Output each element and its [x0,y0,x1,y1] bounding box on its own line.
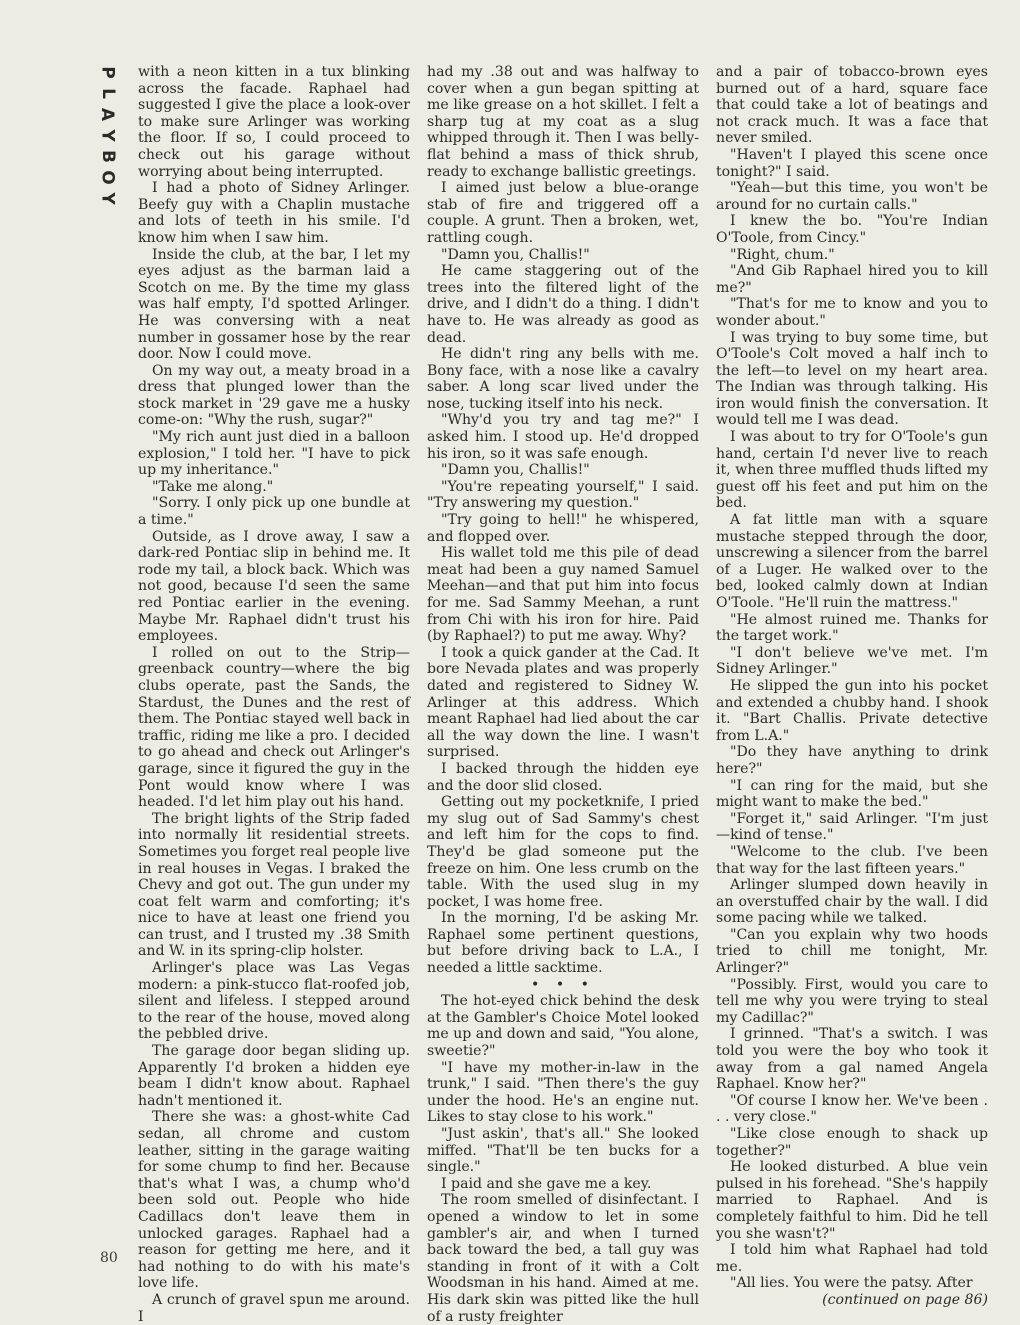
paragraph: The garage door began sliding up. Apparently I'd broken a hidden eye beam I didn't know about. Raphael hadn't mentioned it. [138,1043,410,1109]
paragraph: "Like close enough to shack up together?" [716,1126,988,1159]
masthead-letter: A [97,107,118,122]
paragraph: Getting out my pocketknife, I pried my slug out of Sad Sammy's chest and left him for the cops to find. They'd be glad someone put the freeze on him. One less crumb on the table. With the used slug in my pocket, I was home free. [427,794,699,910]
paragraph: The hot-eyed chick behind the desk at the Gambler's Choice Motel looked me up and down and said, "You alone, sweetie?" [427,993,699,1060]
paragraph: "Take me along." [152,478,274,495]
paragraph: I took a quick gander at the Cad. It bore Nevada plates and was properly dated and registered to Sidney W. Arlinger at this address. Which meant Raphael had lied about the car all the way down the line. I wasn't surprised. [427,644,699,761]
paragraph: "I have my mother-in-law in the trunk," I said. "Then there's the guy under the hood. He's an engine nut. Likes to stay close to his work." [427,1059,699,1126]
paragraph: On my way out, a meaty broad in a dress that plunged lower than the stock market in '29 gave me a husky come-on: "Why the rush, sugar?" [138,362,410,429]
paragraph: "Right, chum." [730,246,835,263]
masthead-letter: L [97,88,118,99]
magazine-page [30,0,1020,1325]
continued-note: (continued on page 86) [822,1291,988,1308]
paragraph: His wallet told me this pile of dead meat had been a guy named Samuel Meehan—and that put him into focus for me. Sad Sammy Meehan, a runt from Chi with his iron for hire. Paid (by Raphael?) to put me away. Why? [427,545,699,645]
vertical-masthead [90,62,124,209]
paragraph: I had a photo of Sidney Arlinger. Beefy guy with a Chaplin mustache and lots of teeth in his smile. I'd know him when I saw him. [138,180,410,246]
paragraph: I paid and she gave me a key. [441,1175,652,1192]
masthead-letter: P [97,66,118,79]
paragraph: "Damn you, Challis!" [441,246,590,263]
masthead-letter: Y [97,192,118,205]
paragraph: "I don't believe we've met. I'm Sidney Arlinger." [716,644,988,678]
paragraph: "All lies. You were the patsy. After [730,1275,973,1292]
paragraph: "Sorry. I only pick up one bundle at a time." [138,495,410,529]
paragraph: "He almost ruined me. Thanks for the target work." [716,611,988,645]
paragraph: "Forget it," said Arlinger. "I'm just—kind of tense." [716,810,988,844]
paragraph: He didn't ring any bells with me. Bony face, with a nose like a cavalry saber. A long scar lived under the nose, tucking itself into his neck. [427,346,699,412]
paragraph: I grinned. "That's a switch. I was told you were the boy who took it away from a gal named Angela Raphael. Know her?" [716,1026,988,1093]
paragraph: "Haven't I played this scene once tonight?" I said. [716,146,988,180]
paragraph: I knew the bo. "You're Indian O'Toole, from Cincy." [716,213,988,246]
paragraph: There she was: a ghost-white Cad sedan, all chrome and custom leather, sitting in the garage waiting for some chump to find her. Because that's what I was, a chump who'd been sold out. People who hide Cadillacs don't leave them in unlocked garages. Raphael had a reason for getting me here, and it had nothing to do with his mate's love life. [138,1109,410,1292]
paragraph: "Try going to hell!" he whispered, and flopped over. [427,512,699,545]
paragraph: "Just askin', that's all." She looked miffed. "That'll be ten bucks for a single." [427,1126,699,1176]
paragraph: "Why'd you try and tag me?" I asked him. I stood up. He'd dropped his iron, so it was safe enough. [427,412,699,462]
masthead-letter: O [97,170,118,185]
paragraph: He looked disturbed. A blue vein pulsed in his forehead. "She's happily married to Raphael. And is completely faithful to him. Did he tell you she wasn't?" [716,1159,988,1242]
paragraph: "That's for me to know and you to wonder about." [716,296,988,329]
paragraph: "My rich aunt just died in a balloon explosion," I told her. "I have to pick up my inheritance." [138,429,410,479]
paragraph: In the morning, I'd be asking Mr. Raphael some pertinent questions, but before driving back to L.A., I needed a little sacktime. [427,910,699,977]
paragraph: I was trying to buy some time, but O'Toole's Colt moved a half inch to the left—to level on my heart area. The Indian was through talking. His iron would finish the conversation. It would tell me I was dead. [716,329,988,429]
text-column-1 [138,64,410,1325]
page-number: 80 [100,1250,118,1266]
text-column-3 [716,64,988,1309]
paragraph: Inside the club, at the bar, I let my eyes adjust as the barman laid a Scotch on me. By the time my glass was half empty, I'd spotted Arlinger. He was conversing with a neat number in gossamer hose by the rear door. Now I could move. [138,246,410,363]
masthead-letter: Y [97,129,118,142]
paragraph: A crunch of gravel spun me around. I [138,1291,410,1325]
paragraph: "You're repeating yourself," I said. "Try answering my question." [427,478,699,512]
paragraph: Outside, as I drove away, I saw a dark-red Pontiac slip in behind me. It rode my tail, a block back. Which was not good, because I'd seen the same red Pontiac earlier in the evening. Maybe Mr. Raphael didn't trust his employees. [138,528,410,645]
section-break: • • • [531,976,595,993]
paragraph: "And Gib Raphael hired you to kill me?" [716,263,988,296]
paragraph: "Can you explain why two hoods tried to chill me tonight, Mr. Arlinger?" [716,926,988,977]
paragraph: "Possibly. First, would you care to tell me why you were trying to steal my Cadillac?" [716,976,988,1026]
paragraph: The bright lights of the Strip faded into normally lit residential streets. Sometimes you forget real people live in real houses in Vegas. I braked the Chevy and got out. The gun under my coat felt warm and comforting; it's nice to have at least one friend you can trust, and I trusted my .38 Smith and W. in its spring-clip holster. [138,810,410,960]
paragraph: "Welcome to the club. I've been that way for the last fifteen years." [716,843,988,877]
paragraph: Arlinger slumped down heavily in an overstuffed chair by the wall. I did some pacing while we talked. [716,877,988,927]
paragraph: He slipped the gun into his pocket and extended a chubby hand. I shook it. "Bart Challis. Private detective from L.A." [716,677,988,744]
paragraph: I rolled on out to the Strip—greenback country—where the big clubs operate, past the Sands, the Stardust, the Dunes and the rest of them. The Pontiac stayed well back in traffic, riding me like a pro. I decided to go ahead and check out Arlinger's garage, since it figured the guy in the Pont would know where I was headed. I'd let him play out his hand. [138,644,410,811]
paragraph: with a neon kitten in a tux blinking across the facade. Raphael had suggested I give the place a look-over to make sure Arlinger was working the floor. If so, I could proceed to check out his garage without worrying about being interrupted. [138,64,410,180]
paragraph: Arlinger's place was Las Vegas modern: a pink-stucco flat-roofed job, silent and lifeless. I stepped around to the rear of the house, moved along the pebbled drive. [138,960,410,1043]
paragraph: "Damn you, Challis!" [441,462,590,479]
paragraph: "Do they have anything to drink here?" [716,744,988,777]
text-column-2 [427,64,699,1325]
paragraph: "Of course I know her. We've been . . . very close." [716,1092,988,1126]
paragraph: had my .38 out and was halfway to cover when a gun began spitting at me like grease on a hot skillet. I felt a sharp tug at my coat as a slug whipped through it. Then I was belly-flat behind a mass of thick shrub, ready to exchange ballistic greetings. [427,64,699,180]
paragraph: The room smelled of disinfectant. I opened a window to let in some gambler's air, and when I turned back toward the bed, a tall guy was standing in front of it with a Colt Woodsman in his hand. Aimed at me. His dark skin was pitted like the hull of a rusty freighter [427,1192,699,1325]
paragraph: I was about to try for O'Toole's gun hand, certain I'd never live to reach it, when three muffled thuds lifted my guest off his feet and put him on the bed. [716,429,988,512]
paragraph: I told him what Raphael had told me. [716,1242,988,1275]
paragraph: and a pair of tobacco-brown eyes burned out of a hard, square face that could take a lot of beatings and not crack much. It was a face that never smiled. [716,64,988,147]
paragraph: I backed through the hidden eye and the door slid closed. [427,760,699,794]
paragraph: "Yeah—but this time, you won't be around for no curtain calls." [716,180,988,213]
paragraph: I aimed just below a blue-orange stab of fire and triggered off a couple. A grunt. Then a broken, wet, rattling cough. [427,180,699,246]
paragraph: He came staggering out of the trees into the filtered light of the drive, and I didn't do a thing. I didn't have to. He was already as good as dead. [427,263,699,346]
paragraph: A fat little man with a square mustache stepped through the door, unscrewing a silencer from the barrel of a Luger. He walked over to the bed, looked calmly down at Indian O'Toole. "He'll ruin the mattress." [716,512,988,611]
paragraph: "I can ring for the maid, but she might want to make the bed." [716,777,988,811]
masthead-letter: B [97,150,118,163]
